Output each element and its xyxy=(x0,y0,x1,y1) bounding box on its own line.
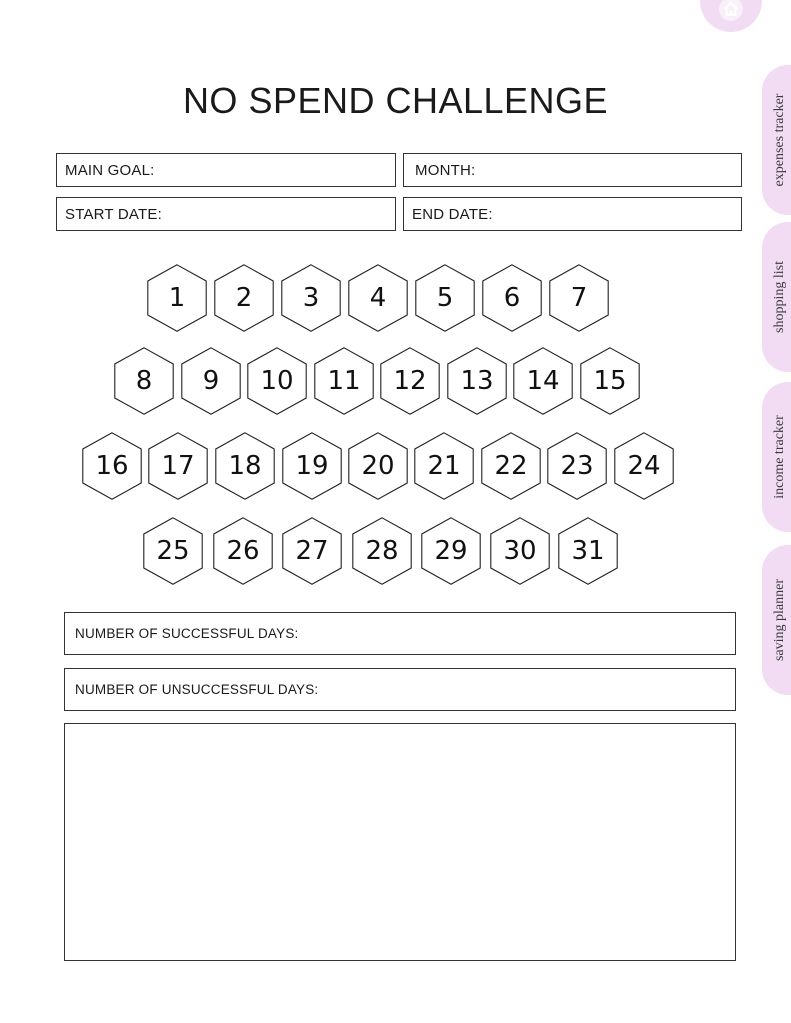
day-hexagon[interactable] xyxy=(215,432,275,500)
start-date-field[interactable] xyxy=(56,197,396,231)
unsuccessful-days-field[interactable] xyxy=(64,668,736,711)
tab-income-tracker[interactable] xyxy=(762,382,791,532)
tab-label: income tracker xyxy=(772,415,787,499)
day-hexagon[interactable] xyxy=(282,517,342,585)
day-number: 25 xyxy=(156,536,190,566)
day-hexagon[interactable] xyxy=(281,264,341,332)
day-number: 21 xyxy=(427,451,461,481)
day-hexagon[interactable] xyxy=(114,347,174,415)
day-hexagon[interactable] xyxy=(143,517,203,585)
day-hexagon[interactable] xyxy=(482,264,542,332)
day-number: 28 xyxy=(365,536,399,566)
day-number: 23 xyxy=(560,451,594,481)
day-hexagon[interactable] xyxy=(580,347,640,415)
day-number: 17 xyxy=(161,451,195,481)
successful-days-field[interactable] xyxy=(64,612,736,655)
day-hexagon[interactable] xyxy=(348,264,408,332)
day-hexagon[interactable] xyxy=(421,517,481,585)
day-number: 2 xyxy=(235,283,253,313)
end-date-field[interactable] xyxy=(403,197,742,231)
tab-label: saving planner xyxy=(772,578,787,662)
home-icon xyxy=(718,0,744,22)
day-number: 7 xyxy=(570,283,588,313)
day-hexagon[interactable] xyxy=(282,432,342,500)
day-number: 3 xyxy=(302,283,320,313)
tab-saving-planner[interactable] xyxy=(762,545,791,695)
day-number: 10 xyxy=(260,366,294,396)
day-number: 15 xyxy=(593,366,627,396)
day-hexagon[interactable] xyxy=(213,517,273,585)
month-field[interactable] xyxy=(403,153,742,187)
day-number: 27 xyxy=(295,536,329,566)
day-hexagon[interactable] xyxy=(549,264,609,332)
day-hexagon[interactable] xyxy=(490,517,550,585)
tab-shopping-list[interactable] xyxy=(762,222,791,372)
tab-label: shopping list xyxy=(772,261,787,333)
day-number: 19 xyxy=(295,451,329,481)
main-goal-field[interactable] xyxy=(56,153,396,187)
day-number: 14 xyxy=(526,366,560,396)
day-number: 29 xyxy=(434,536,468,566)
day-number: 20 xyxy=(361,451,395,481)
day-number: 16 xyxy=(95,451,129,481)
day-hexagon[interactable] xyxy=(558,517,618,585)
day-number: 30 xyxy=(503,536,537,566)
page-title: NO SPEND CHALLENGE xyxy=(182,80,609,121)
start-date-label: START DATE: xyxy=(65,205,162,223)
day-hexagon[interactable] xyxy=(414,432,474,500)
day-number: 9 xyxy=(202,366,220,396)
day-hexagon[interactable] xyxy=(513,347,573,415)
day-hexagon[interactable] xyxy=(614,432,674,500)
day-number: 4 xyxy=(369,283,387,313)
tab-label: expenses tracker xyxy=(772,93,787,187)
day-number: 1 xyxy=(168,283,186,313)
day-number: 6 xyxy=(503,283,521,313)
day-hexagon[interactable] xyxy=(214,264,274,332)
day-hexagon[interactable] xyxy=(481,432,541,500)
day-hexagon[interactable] xyxy=(348,432,408,500)
day-hexagon[interactable] xyxy=(547,432,607,500)
home-tab[interactable] xyxy=(700,0,762,32)
month-label: MONTH: xyxy=(415,161,476,179)
end-date-label: END DATE: xyxy=(412,205,493,223)
unsuccessful-days-label: NUMBER OF UNSUCCESSFUL DAYS: xyxy=(75,682,319,697)
day-hexagon[interactable] xyxy=(148,432,208,500)
successful-days-label: NUMBER OF SUCCESSFUL DAYS: xyxy=(75,626,299,641)
day-number: 5 xyxy=(436,283,454,313)
main-goal-label: MAIN GOAL: xyxy=(65,161,155,179)
day-number: 31 xyxy=(571,536,605,566)
day-number: 12 xyxy=(393,366,427,396)
day-hexagon[interactable] xyxy=(352,517,412,585)
day-number: 26 xyxy=(226,536,260,566)
day-number: 18 xyxy=(228,451,262,481)
day-hexagon[interactable] xyxy=(380,347,440,415)
day-hexagon[interactable] xyxy=(415,264,475,332)
tab-expenses-tracker[interactable] xyxy=(762,65,791,215)
day-hexagon[interactable] xyxy=(447,347,507,415)
day-number: 24 xyxy=(627,451,661,481)
day-hexagon[interactable] xyxy=(147,264,207,332)
day-hexagon[interactable] xyxy=(314,347,374,415)
notes-box[interactable] xyxy=(64,723,736,961)
day-hexagon[interactable] xyxy=(181,347,241,415)
day-hexagon[interactable] xyxy=(247,347,307,415)
day-number: 13 xyxy=(460,366,494,396)
day-number: 11 xyxy=(327,366,361,396)
day-number: 8 xyxy=(135,366,153,396)
day-number: 22 xyxy=(494,451,528,481)
day-hexagon[interactable] xyxy=(82,432,142,500)
